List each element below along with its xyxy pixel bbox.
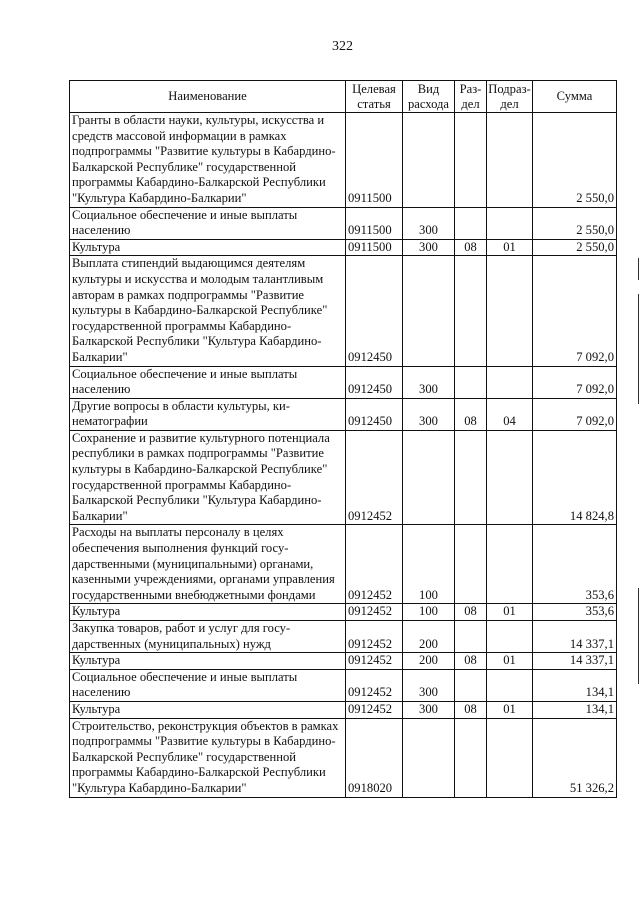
cell-amount: 14 337,1 — [533, 621, 617, 653]
cell-amount: 134,1 — [533, 669, 617, 701]
cell-subsection: 01 — [487, 653, 533, 670]
cell-target: 0918020 — [346, 718, 403, 797]
header-subsection: Подраз- дел — [488, 81, 531, 111]
cell-section — [455, 669, 487, 701]
cell-target: 0912452 — [346, 701, 403, 718]
table-row — [70, 207, 617, 239]
cell-target: 0912450 — [346, 366, 403, 398]
cell-name: Социальное обеспечение и иные выплаты населению — [70, 669, 346, 701]
cell-section — [455, 366, 487, 398]
cell-subsection: 04 — [487, 398, 533, 430]
cell-subsection — [487, 525, 533, 604]
cell-name: Гранты в области науки, культуры, искусства и средств массовой информации в рамках подпрограммы "Развитие культуры в Кабардино-Балкарской Республике" государственной программы Кабардино-Балкарской Республики "Культура Кабардино-Балкарии" — [70, 113, 346, 208]
cell-target: 0911500 — [346, 239, 403, 256]
cell-section — [455, 718, 487, 797]
cell-subsection: 01 — [487, 239, 533, 256]
margin-mark-top — [638, 258, 639, 280]
cell-target: 0912452 — [346, 653, 403, 670]
cell-name: Расходы на выплаты персоналу в целях обеспечения выполнения функций государственными (муниципальными) органами, казенными учреждениями, органами управления государственными внебюджетными фондами — [70, 525, 346, 604]
budget-table — [69, 80, 617, 798]
cell-type: 300 — [403, 239, 455, 256]
cell-type: 100 — [403, 604, 455, 621]
cell-subsection: 01 — [487, 701, 533, 718]
cell-subsection — [487, 718, 533, 797]
cell-subsection: 01 — [487, 604, 533, 621]
cell-name: Строительство, реконструкция объектов в рамках подпрограммы "Развитие культуры в Кабардино-Балкарской Республике" государственной программы Кабардино-Балкарской Республики "Культура Кабардино-Балкарии" — [70, 718, 346, 797]
cell-section: 08 — [455, 653, 487, 670]
table-row — [70, 653, 617, 670]
cell-amount: 353,6 — [533, 525, 617, 604]
cell-name: Закупка товаров, работ и услуг для государственных (муниципальных) нужд — [70, 621, 346, 653]
table-row — [70, 113, 617, 208]
cell-type: 300 — [403, 366, 455, 398]
table-row — [70, 621, 617, 653]
table-row — [70, 525, 617, 604]
cell-target: 0912450 — [346, 256, 403, 366]
cell-type — [403, 430, 455, 525]
cell-subsection — [487, 256, 533, 366]
table-row — [70, 604, 617, 621]
cell-target: 0911500 — [346, 207, 403, 239]
cell-name: Культура — [70, 604, 346, 621]
cell-name: Культура — [70, 239, 346, 256]
cell-section — [455, 430, 487, 525]
cell-section — [455, 207, 487, 239]
cell-amount: 134,1 — [533, 701, 617, 718]
header-target: Целевая статья — [346, 81, 403, 113]
cell-subsection — [487, 621, 533, 653]
margin-mark-lower — [638, 588, 639, 684]
header-type: Вид расхода — [403, 81, 455, 113]
page-number: 322 — [332, 39, 353, 54]
cell-subsection — [487, 430, 533, 525]
cell-type: 300 — [403, 701, 455, 718]
cell-type — [403, 256, 455, 366]
cell-section: 08 — [455, 398, 487, 430]
cell-target: 0912452 — [346, 621, 403, 653]
cell-amount: 2 550,0 — [533, 239, 617, 256]
cell-section — [455, 113, 487, 208]
cell-section — [455, 621, 487, 653]
table-row — [70, 256, 617, 366]
cell-section — [455, 525, 487, 604]
table-row — [70, 430, 617, 525]
cell-subsection — [487, 669, 533, 701]
cell-name: Сохранение и развитие культурного потенциала республики в рамках подпрограммы "Развитие культуры в Кабардино-Балкарской Республике" государственной программы Кабардино-Балкарской Республики "Культура Кабардино-Балкарии" — [70, 430, 346, 525]
cell-subsection — [487, 366, 533, 398]
table-row — [70, 366, 617, 398]
table-body — [70, 113, 617, 798]
cell-amount: 7 092,0 — [533, 366, 617, 398]
cell-name: Другие вопросы в области культуры, кинематографии — [70, 398, 346, 430]
cell-section — [455, 256, 487, 366]
cell-type: 300 — [403, 398, 455, 430]
cell-subsection — [487, 113, 533, 208]
cell-target: 0912452 — [346, 604, 403, 621]
cell-amount: 2 550,0 — [533, 207, 617, 239]
cell-amount: 7 092,0 — [533, 256, 617, 366]
table-row — [70, 398, 617, 430]
cell-type: 200 — [403, 653, 455, 670]
cell-target: 0912452 — [346, 525, 403, 604]
cell-amount: 14 337,1 — [533, 653, 617, 670]
cell-target: 0912450 — [346, 398, 403, 430]
cell-name: Культура — [70, 653, 346, 670]
table-row — [70, 701, 617, 718]
table-header-row — [70, 81, 617, 113]
cell-name: Выплата стипендий выдающимся деятелям культуры и искусства и молодым талантливым авторам в рамках подпрограммы "Развитие культуры в Кабардино-Балкарской Республике" государственной программы Кабардино-Балкарской Республики "Культура Кабардино-Балкарии" — [70, 256, 346, 366]
cell-name: Социальное обеспечение и иные выплаты населению — [70, 207, 346, 239]
cell-type — [403, 113, 455, 208]
table-row — [70, 239, 617, 256]
margin-mark-upper — [638, 294, 639, 404]
header-amount: Сумма — [533, 81, 617, 113]
cell-type: 200 — [403, 621, 455, 653]
cell-type: 300 — [403, 207, 455, 239]
cell-target: 0911500 — [346, 113, 403, 208]
cell-target: 0912452 — [346, 669, 403, 701]
header-section: Раз- дел — [455, 81, 487, 113]
header-name: Наименование — [70, 81, 346, 113]
table-row — [70, 669, 617, 701]
cell-amount: 14 824,8 — [533, 430, 617, 525]
table-row — [70, 718, 617, 797]
cell-amount: 2 550,0 — [533, 113, 617, 208]
cell-name: Социальное обеспечение и иные выплаты населению — [70, 366, 346, 398]
cell-type: 300 — [403, 669, 455, 701]
cell-amount: 353,6 — [533, 604, 617, 621]
cell-amount: 51 326,2 — [533, 718, 617, 797]
cell-section: 08 — [455, 239, 487, 256]
cell-type: 100 — [403, 525, 455, 604]
cell-name: Культура — [70, 701, 346, 718]
cell-target: 0912452 — [346, 430, 403, 525]
cell-amount: 7 092,0 — [533, 398, 617, 430]
cell-subsection — [487, 207, 533, 239]
cell-section: 08 — [455, 701, 487, 718]
cell-section: 08 — [455, 604, 487, 621]
cell-type — [403, 718, 455, 797]
